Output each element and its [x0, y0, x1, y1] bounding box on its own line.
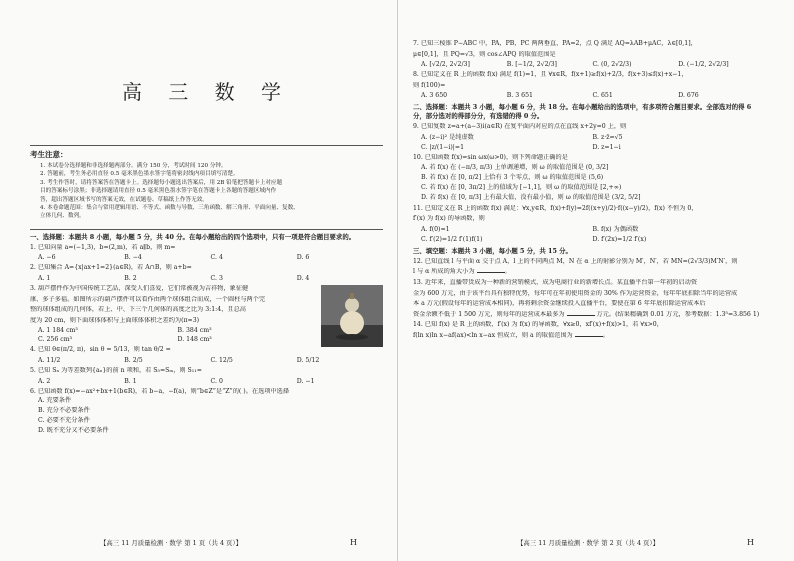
question-12-line: l 与 α 所成的角大小为 。	[413, 268, 511, 276]
page-number: H	[350, 538, 357, 547]
question-3-line: 3. 葫芦摆件作为中国传统工艺品，深受人们喜爱，它们常被视为吉祥物，象征健	[30, 285, 249, 293]
question-12-line: 12. 已知直线 l 与平面 α 交于点 A，l 上的不同两点 M，N 在 α 上的射影分别为 M′，N′，若 MN=(2√3/3)M′N′，则	[413, 257, 738, 265]
option: D. 4	[296, 275, 310, 283]
question-7-line: 7. 已知三棱锥 P−ABC 中，PA，PB，PC 两两垂直，PA=2，点 Q 满足 AQ=λAB+μAC，λ∈[0,1]，	[413, 40, 697, 47]
notice-item: 答，超出答题区域书写的答案无效，在试题卷、草稿纸上作答无效。	[40, 196, 208, 203]
notice-item: 1. 本试卷分选择题和非选择题两部分。满分 150 分，考试时间 120 分钟。	[40, 163, 227, 169]
option: D. f′(2x)=1/2 f′(x)	[592, 235, 647, 243]
notice-item: 立体几何、数列。	[40, 213, 85, 220]
question-9-options	[413, 143, 764, 152]
question-2-options	[30, 274, 383, 283]
question-13-line: 本 a 万元(假设每年的运营成本相同)，再将剩余资金继续投入直播平台，要使在第 6 年年底扣除运营成本后	[413, 300, 706, 308]
answer-blank	[567, 315, 595, 316]
answer-blank	[477, 272, 505, 273]
page-title: 高 三 数 学	[121, 80, 292, 104]
question-5-options	[30, 377, 383, 386]
option: C. 651	[592, 92, 613, 100]
question-13-line	[413, 311, 764, 320]
question-8-line: 8. 已知定义在 R 上的函数 f(x) 满足 f(1)=1，且 ∀x∈R，f(x+1)≥f(x)+2/3，f(x+3)≤f(x)+x−1，	[413, 71, 688, 79]
question-13-line: 金为 600 万元，由于该平台具有独特优势，每年可在年初使用资金的 30% 作为运营资金，每年年底扣除当年的运营成	[413, 289, 738, 297]
divider-line	[30, 145, 383, 146]
option: B. 充分不必要条件	[38, 407, 90, 415]
question-8-options	[413, 91, 764, 100]
notice-item: 目的答案标号涂黑；非选择题请用直径 0.5 毫米黑色墨水签字笔在答题卡上各题的答题区域内作	[40, 188, 277, 195]
question-14-text: f(ln x)ln x−af(ax)<ln x−ax 恒成立，则 a 的取值范围为	[413, 331, 573, 339]
option: B. 若 f(x) 在 [0, π/2] 上恰有 3 个零点，则 ω 的取值范围是 (5,6)	[421, 173, 604, 181]
option: A. 11/2	[38, 357, 61, 364]
answer-blank	[575, 336, 603, 337]
question-11-line: 11. 已知定义在 R 上的函数 f(x) 满足：∀x,y∈R，f(x)+f(y)=2f((x+y)/2)·f((x−y)/2)，f(x) 不恒为 0，	[413, 204, 698, 212]
option: A. [√2/2, 2√2/3]	[421, 61, 470, 69]
option: A. 3 650	[421, 92, 448, 100]
question-14-line: f(ln x)ln x−af(ax)<ln x−ax 恒成立，则 a 的取值范围为 。	[413, 331, 609, 339]
option: B. 2/5	[124, 357, 143, 364]
page-number: H	[747, 538, 754, 547]
question-3-options	[30, 326, 317, 344]
divider-line	[30, 229, 383, 230]
option: B. z·z̄=√5	[592, 133, 623, 141]
option: D. 5/12	[296, 357, 320, 364]
option: A. f(0)=1	[421, 225, 450, 233]
question-11-options	[413, 225, 764, 234]
question-7-options	[413, 60, 764, 69]
question-13-tail: 万元。(结果精确到 0.01 万元，参考数据：1.3⁵=3.856 1)	[596, 310, 760, 318]
question-10-options	[413, 163, 764, 203]
page-right	[397, 0, 794, 561]
question-11-line: f′(x) 为 f(x) 的导函数，则	[413, 215, 485, 223]
option: C. 12/5	[210, 357, 233, 364]
question-13-text: 资金余额不低于 1 500 万元，则每年的运营成本最多为	[413, 310, 565, 318]
option: D. −1	[296, 377, 315, 385]
option: B. 1	[124, 377, 137, 385]
option: B. f(x) 为偶函数	[592, 225, 639, 233]
question-4-options	[30, 356, 383, 365]
question-2: 2. 已知集合 A={x|ax+1=2}(a∈R)，若 A∩B，则 a+b=	[30, 264, 192, 272]
notice-item: 3. 考生作答时，请将答案答在答题卡上。选择题每小题选出答案后，用 2B 铅笔把答题卡上对应题	[40, 179, 283, 186]
question-3-line: 整的球体组成的几何体，若上、中、下三个几何体的高度之比为 3:1:4，且总高	[30, 306, 246, 314]
option: A. −6	[38, 254, 56, 262]
option: C. (0, 2√2/3)	[592, 61, 632, 69]
gourd-photo	[321, 285, 383, 347]
question-8-line: 则 f(100)=	[413, 81, 446, 89]
question-3-line: 度为 20 cm，则下面球体体积与上面球体体积之差约为(π≈3)	[30, 316, 200, 324]
option: B. 384 cm³	[177, 327, 212, 335]
question-4: 4. 已知 θ∈(π/2, π)，sin θ = 5/13，则 tan θ/2 =	[30, 346, 171, 354]
question-1-options	[30, 253, 383, 262]
question-5: 5. 已知 Sₙ 为等差数列{aₙ}的前 n 项和，若 S₅=Sₘ，则 S₁₁=	[30, 367, 202, 374]
option: A. 2	[38, 377, 51, 385]
option: A. 若 f(x) 在 (−π/3, π/3) 上单调递增，则 ω 的取值范围是 (0, 3/2]	[421, 163, 609, 171]
option: A. 充要条件	[38, 397, 72, 405]
option: B. 3 651	[506, 92, 533, 100]
question-7-line: μ∈[0,1]，且 PQ=√3，则 cos∠APQ 的取值范围是	[413, 50, 556, 58]
option: B. 2	[124, 275, 137, 283]
page-footer: 【高三 11 月质量检测 · 数学 第 1 页（共 4 页）】	[100, 539, 243, 547]
question-12-text: l 与 α 所成的角大小为	[413, 268, 475, 276]
option: C. 若 f(x) 在 [0, 3π/2] 上的值域为 [−1,1]，则 ω 的取值范围是 [2,+∞)	[421, 183, 622, 191]
option: D. 若 f(x) 在 [0, π/3] 上有最大值，没有最小值，则 ω 的取值范围是 (3/2, 5/2]	[421, 193, 641, 201]
question-13-line: 13. 近年来，直播带货成为一种新的营销模式，成为电商行业的新增长点。某直播平台第一年初的启动资	[413, 278, 698, 286]
notice-title: 考生注意：	[30, 150, 68, 159]
notice-item: 2. 答题前，考生务必用直径 0.5 毫米黑色墨水签字笔将密封线内项目填写清楚。	[40, 171, 239, 178]
question-3	[30, 285, 383, 344]
question-1: 1. 已知向量 a=(−1,3)，b=(2,m)，若 a∥b，则 m=	[30, 243, 176, 251]
question-3-line: 康、多子多福。如图所示的葫芦摆件可以看作由两个球体组合而成，一个圆柱与两个完	[30, 295, 266, 303]
option: C. 3	[210, 275, 223, 283]
option: A. 1 184 cm³	[38, 327, 78, 335]
option: D. 676	[678, 92, 699, 100]
option: D. (−1/2, 2√2/3]	[678, 61, 729, 69]
option: A. (z−i)² 是纯虚数	[421, 133, 474, 141]
question-6-options	[30, 396, 383, 436]
option: D. 148 cm³	[177, 336, 212, 344]
option: B. −4	[124, 254, 142, 262]
page-footer: 【高三 11 月质量检测 · 数学 第 2 页（共 4 页）】	[517, 539, 660, 547]
notice-list	[30, 162, 383, 221]
question-10: 10. 已知函数 f(x)=sin ωx(ω>0)，则下列命题正确的是	[413, 153, 568, 161]
question-6: 6. 已知函数 f(x)=−ax²+bx+1(b∈R)，若 b−a，−f(a)，则“b∈Z”是“Z”的( )。在选项中选择	[30, 387, 290, 395]
option: C. 0	[210, 377, 223, 385]
option: C. 4	[210, 254, 223, 262]
option: D. 6	[296, 254, 310, 262]
option: C. |z/(1−i)|=1	[421, 143, 465, 151]
section-heading: 三、填空题：本题共 3 小题，每小题 5 分，共 15 分。	[413, 246, 572, 255]
option: C. f′(2)=1/2 f′(1)f(1)	[421, 235, 483, 243]
option: C. 256 cm³	[38, 336, 73, 344]
section-heading: 一、选择题：本题共 8 小题，每小题 5 分，共 40 分。在每小题给出的四个选项中，只有一项是符合题目要求的。	[30, 232, 356, 241]
option: C. 必要不充分条件	[38, 417, 90, 425]
option: D. z=1−i	[592, 143, 621, 151]
section-heading: 二、选择题：本题共 3 小题，每小题 6 分，共 18 分。在每小题给出的选项中，有多项符合题目要求。全部选对的得 6 分，部分选对的得部分分，有选错的得 0 分。	[413, 103, 752, 121]
option: A. 1	[38, 275, 51, 283]
question-11-options	[413, 235, 764, 244]
option: B. [−1/2, 2√2/3]	[506, 61, 557, 69]
notice-item: 4. 本卷命题范围：集合与常用逻辑用语、不等式、函数与导数、三角函数、解三角形、平面向量、复数、	[40, 205, 299, 212]
question-9: 9. 已知复数 z=a+(a−3)i(a∈R) 在复平面内对应的点在直线 x+2y=0 上，则	[413, 123, 627, 131]
question-14-line: 14. 已知 f(x) 是 R 上的函数，f′(x) 为 f(x) 的导函数，∀x≥0，xf′(x)+f(x)>1，若 ∀x>0，	[413, 321, 663, 329]
option: D. 既不充分又不必要条件	[38, 427, 109, 435]
question-9-options	[413, 133, 764, 142]
